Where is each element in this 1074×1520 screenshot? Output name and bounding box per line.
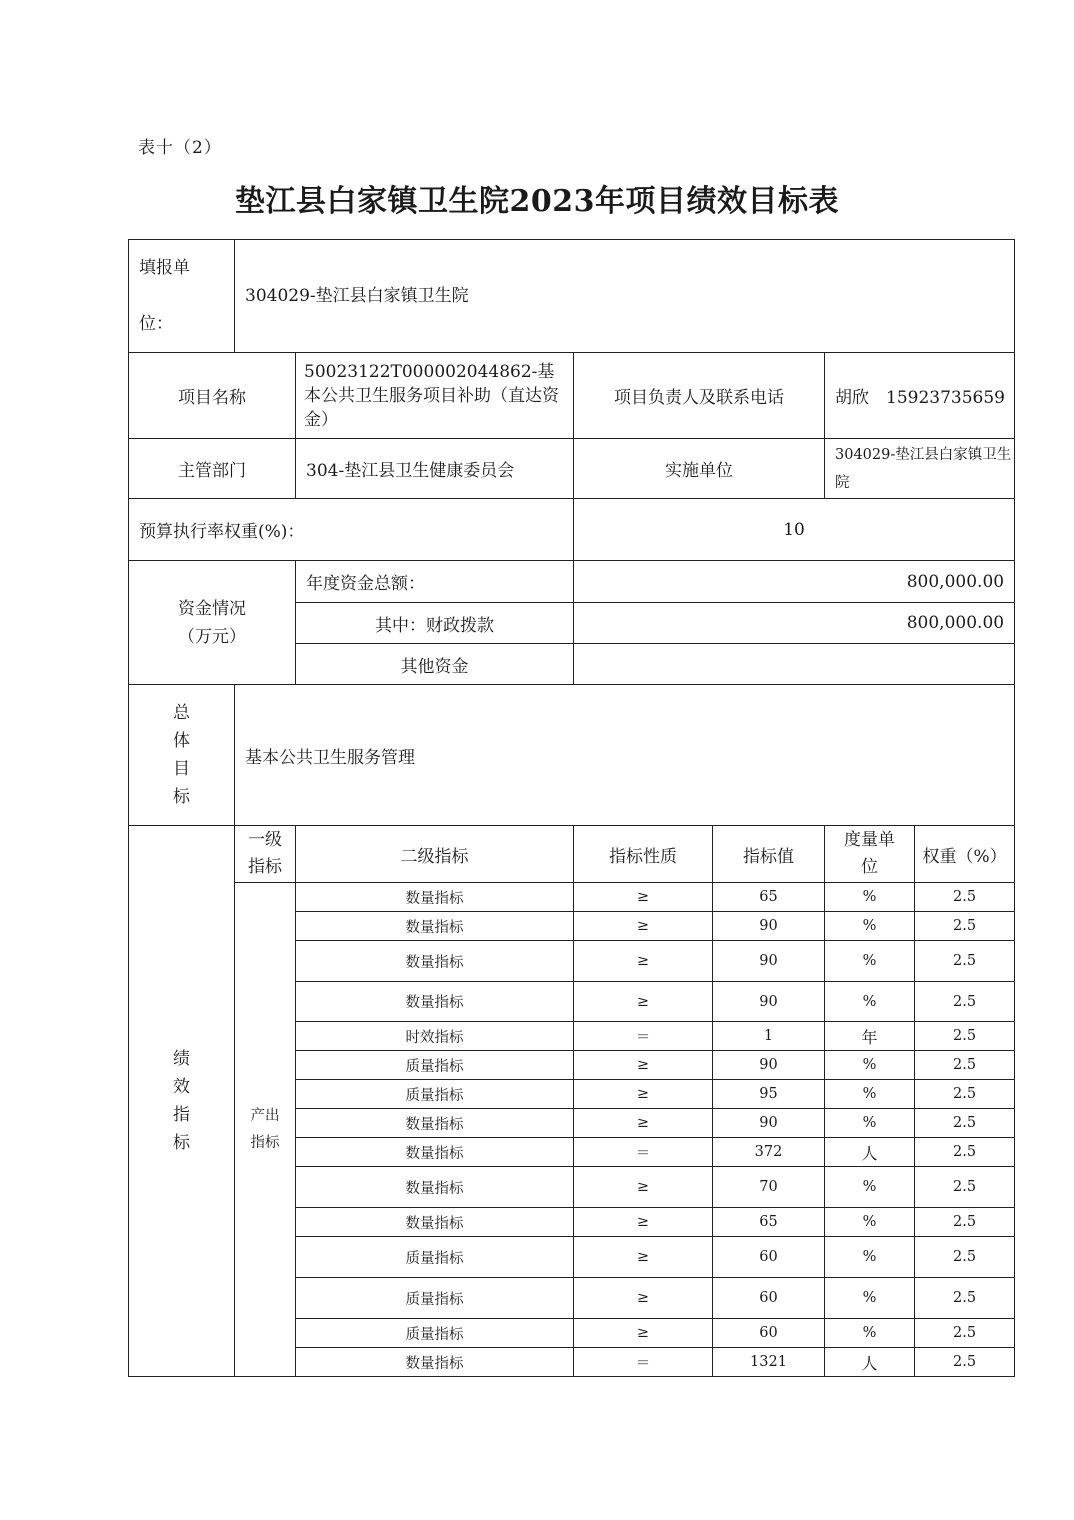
cell-value: 95: [713, 1080, 825, 1109]
funds-other-value: [574, 644, 1015, 685]
output-indicator-group: [235, 883, 296, 1377]
cell-unit: 年: [825, 1022, 915, 1051]
cell-weight: 2.5: [915, 1208, 1015, 1237]
funds-fiscal-value: 800,000.00: [574, 603, 1015, 644]
cell-unit: %: [825, 883, 915, 912]
cell-weight: 2.5: [915, 1051, 1015, 1080]
cell-weight: 2.5: [915, 1278, 1015, 1319]
funds-total-label: 年度资金总额：: [296, 561, 574, 603]
cell-unit: %: [825, 941, 915, 982]
cell-value: 90: [713, 1051, 825, 1080]
dept-value: 304-垫江县卫生健康委员会: [296, 439, 574, 499]
cell-nature: ≥: [574, 883, 713, 912]
fill-unit-label: [129, 240, 235, 353]
cell-value: 90: [713, 982, 825, 1022]
cell-level2: 数量指标: [296, 941, 574, 982]
funds-total-value: 800,000.00: [574, 561, 1015, 603]
header-level1-line1: 一级: [248, 830, 282, 850]
cell-weight: 2.5: [915, 1167, 1015, 1208]
page-title: 垫江县白家镇卫生院2023年项目绩效目标表: [235, 184, 839, 219]
cell-weight: 2.5: [915, 982, 1015, 1022]
cell-nature: ≥: [574, 1109, 713, 1138]
group-label-line2: 指标: [250, 1134, 280, 1151]
header-nature: 指标性质: [574, 826, 713, 883]
cell-weight: 2.5: [915, 1080, 1015, 1109]
project-name-label: 项目名称: [129, 353, 296, 439]
table-number: 表十（2）: [138, 138, 222, 158]
performance-indicator-label: [129, 826, 235, 1377]
cell-unit: %: [825, 982, 915, 1022]
fill-unit-label-line2: 位：: [139, 314, 173, 334]
cell-value: 65: [713, 1208, 825, 1237]
goal-char: 标: [173, 787, 190, 807]
cell-unit: %: [825, 1109, 915, 1138]
cell-nature: ≥: [574, 941, 713, 982]
cell-weight: 2.5: [915, 1109, 1015, 1138]
cell-nature: ≥: [574, 982, 713, 1022]
cell-value: 372: [713, 1138, 825, 1167]
performance-table: [128, 239, 1015, 1377]
cell-nature: ≥: [574, 1237, 713, 1278]
cell-unit: %: [825, 1080, 915, 1109]
funds-label: [129, 561, 296, 685]
indicator-char: 绩: [173, 1049, 190, 1069]
cell-level2: 质量指标: [296, 1237, 574, 1278]
budget-weight-label: 预算执行率权重(%)：: [129, 499, 574, 561]
overall-goal-value: 基本公共卫生服务管理: [235, 685, 1015, 826]
contact-value: 胡欣 15923735659: [825, 353, 1015, 439]
cell-nature: ≥: [574, 1319, 713, 1348]
cell-value: 1: [713, 1022, 825, 1051]
cell-level2: 时效指标: [296, 1022, 574, 1051]
fill-unit-label-line1: 填报单: [139, 258, 190, 278]
overall-goal-label: [129, 685, 235, 826]
header-level1-line2: 指标: [248, 857, 282, 877]
cell-level2: 数量指标: [296, 1167, 574, 1208]
cell-nature: ≥: [574, 1051, 713, 1080]
cell-nature: ＝: [574, 1138, 713, 1167]
goal-char: 目: [173, 759, 190, 779]
cell-unit: %: [825, 1051, 915, 1080]
group-label-line1: 产出: [250, 1107, 280, 1124]
cell-weight: 2.5: [915, 1138, 1015, 1167]
cell-level2: 质量指标: [296, 1278, 574, 1319]
project-name-value: 50023122T000002044862-基本公共卫生服务项目补助（直达资金）: [296, 353, 574, 439]
cell-value: 70: [713, 1167, 825, 1208]
cell-level2: 质量指标: [296, 1319, 574, 1348]
cell-nature: ≥: [574, 912, 713, 941]
goal-char: 总: [173, 703, 190, 723]
cell-unit: %: [825, 1278, 915, 1319]
header-level1: [235, 826, 296, 883]
cell-nature: ≥: [574, 1167, 713, 1208]
cell-value: 65: [713, 883, 825, 912]
cell-value: 90: [713, 1109, 825, 1138]
cell-unit: %: [825, 1167, 915, 1208]
cell-unit: 人: [825, 1348, 915, 1377]
impl-unit-value: 304029-垫江县白家镇卫生院: [825, 439, 1015, 499]
cell-weight: 2.5: [915, 912, 1015, 941]
indicator-char: 效: [173, 1077, 190, 1097]
cell-level2: 数量指标: [296, 1208, 574, 1237]
funds-other-label: 其他资金: [296, 644, 574, 685]
cell-weight: 2.5: [915, 1319, 1015, 1348]
budget-weight-value: 10: [574, 499, 1015, 561]
goal-char: 体: [173, 731, 190, 751]
table-row: [129, 883, 1015, 912]
fill-unit-value: 304029-垫江县白家镇卫生院: [235, 240, 1015, 353]
cell-unit: %: [825, 1319, 915, 1348]
dept-label: 主管部门: [129, 439, 296, 499]
cell-value: 90: [713, 941, 825, 982]
cell-unit: %: [825, 1208, 915, 1237]
impl-unit-label: 实施单位: [574, 439, 825, 499]
funds-label-line1: 资金情况: [178, 598, 246, 619]
cell-nature: ＝: [574, 1348, 713, 1377]
cell-unit: %: [825, 912, 915, 941]
cell-weight: 2.5: [915, 1022, 1015, 1051]
cell-weight: 2.5: [915, 883, 1015, 912]
cell-level2: 质量指标: [296, 1051, 574, 1080]
cell-level2: 数量指标: [296, 1109, 574, 1138]
cell-weight: 2.5: [915, 1237, 1015, 1278]
cell-unit: 人: [825, 1138, 915, 1167]
cell-value: 60: [713, 1237, 825, 1278]
cell-nature: ＝: [574, 1022, 713, 1051]
cell-weight: 2.5: [915, 1348, 1015, 1377]
cell-level2: 数量指标: [296, 883, 574, 912]
funds-fiscal-label: 其中：财政拨款: [296, 603, 574, 644]
cell-unit: %: [825, 1237, 915, 1278]
cell-value: 90: [713, 912, 825, 941]
cell-level2: 数量指标: [296, 1348, 574, 1377]
cell-level2: 数量指标: [296, 982, 574, 1022]
cell-nature: ≥: [574, 1278, 713, 1319]
cell-value: 60: [713, 1319, 825, 1348]
indicator-char: 指: [173, 1105, 190, 1125]
cell-value: 1321: [713, 1348, 825, 1377]
header-unit: [825, 826, 915, 883]
cell-level2: 质量指标: [296, 1080, 574, 1109]
cell-nature: ≥: [574, 1208, 713, 1237]
funds-label-line2: （万元）: [178, 626, 246, 647]
header-value: 指标值: [713, 826, 825, 883]
header-level2: 二级指标: [296, 826, 574, 883]
cell-level2: 数量指标: [296, 912, 574, 941]
cell-value: 60: [713, 1278, 825, 1319]
cell-nature: ≥: [574, 1080, 713, 1109]
header-weight: 权重（%）: [915, 826, 1015, 883]
header-unit-line1: 度量单: [844, 830, 895, 850]
cell-weight: 2.5: [915, 941, 1015, 982]
indicator-char: 标: [173, 1133, 190, 1153]
header-unit-line2: 位: [861, 857, 878, 877]
cell-level2: 数量指标: [296, 1138, 574, 1167]
contact-label: 项目负责人及联系电话: [574, 353, 825, 439]
